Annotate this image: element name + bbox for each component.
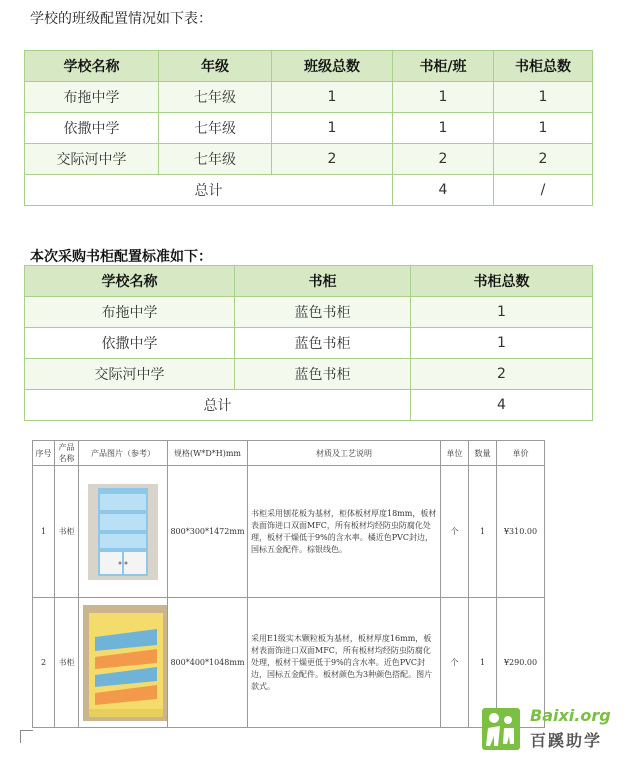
table-row: [25, 328, 593, 359]
cell-school: 布拖中学: [25, 82, 159, 113]
col-header-material: 材质及工艺说明: [248, 441, 441, 466]
total-row: [25, 390, 593, 421]
cell-price: ¥310.00: [497, 466, 545, 598]
col-header-school: 学校名称: [25, 266, 235, 297]
col-header-spec: 规格(W*D*H)mm: [168, 441, 248, 466]
cell-unit: 个: [441, 466, 469, 598]
cell-unit: 个: [441, 598, 469, 728]
table-row: [33, 598, 545, 728]
cell-cabinets: 1: [411, 297, 593, 328]
table-row: [25, 82, 593, 113]
cell-school: 依撒中学: [25, 113, 159, 144]
blue-bookcase-photo: [88, 484, 158, 580]
cell-classes: 1: [272, 82, 393, 113]
cabinet-standard-table: [24, 265, 593, 421]
cell-cabinet: 蓝色书柜: [235, 297, 411, 328]
cell-name: 书柜: [55, 466, 79, 598]
total-label: 总计: [25, 175, 393, 206]
col-header-school: 学校名称: [25, 51, 159, 82]
class-config-table: [24, 50, 593, 206]
cell-classes: 1: [272, 113, 393, 144]
colorful-bookshelf-photo: [83, 605, 168, 721]
page-corner-mark: [20, 730, 33, 743]
cell-school: 交际河中学: [25, 359, 235, 390]
table-header-row: [25, 51, 593, 82]
cell-material: 书柜采用刨花板为基材，柜体板材厚度18mm，板材表面饰进口双面MFC，所有板材均经防虫防腐化处理，板材干燥低于9%的含水率。橘近色PVC封边，国标五金配件。棕银线色。: [248, 466, 441, 598]
table-row: [25, 113, 593, 144]
col-header-name: 产品名称: [55, 441, 79, 466]
cell-per-class: 2: [393, 144, 494, 175]
cell-qty: 1: [469, 466, 497, 598]
children-logo-icon: [482, 708, 520, 750]
table-row: [33, 466, 545, 598]
col-header-cabinets: 书柜总数: [494, 51, 593, 82]
product-spec-table: [32, 440, 545, 728]
cell-per-class: 1: [393, 82, 494, 113]
cell-image: [79, 466, 168, 598]
table-row: [25, 359, 593, 390]
cell-school: 布拖中学: [25, 297, 235, 328]
logo-text-en: Baixi.org: [530, 706, 611, 725]
cell-spec: 800*300*1472mm: [168, 466, 248, 598]
total-cabinets: 4: [411, 390, 593, 421]
cell-grade: 七年级: [159, 144, 272, 175]
col-header-no: 序号: [33, 441, 55, 466]
cell-school: 交际河中学: [25, 144, 159, 175]
cell-no: 2: [33, 598, 55, 728]
col-header-cabinet: 书柜: [235, 266, 411, 297]
cell-per-class: 1: [393, 113, 494, 144]
cell-qty: 1: [469, 598, 497, 728]
cell-grade: 七年级: [159, 82, 272, 113]
col-header-cabinets: 书柜总数: [411, 266, 593, 297]
cell-cabinets: 2: [494, 144, 593, 175]
cell-grade: 七年级: [159, 113, 272, 144]
cell-school: 依撒中学: [25, 328, 235, 359]
table-row: [25, 297, 593, 328]
cell-cabinets: 1: [411, 328, 593, 359]
col-header-price: 单价: [497, 441, 545, 466]
cell-classes: 2: [272, 144, 393, 175]
col-header-qty: 数量: [469, 441, 497, 466]
cell-price: ¥290.00: [497, 598, 545, 728]
col-header-per-class: 书柜/班: [393, 51, 494, 82]
cell-cabinets: 1: [494, 82, 593, 113]
cell-material: 采用E1级实木颗粒板为基材，板材厚度16mm，板材表面饰进口双面MFC，所有板材均经防虫防腐化处理，板材干燥更低于9%的含水率。近色PVC封边，国标五金配件。板材颜色为3种颜色搭配。图片款式。: [248, 598, 441, 728]
intro-text-standard: 本次采购书柜配置标准如下：: [30, 249, 212, 265]
col-header-classes: 班级总数: [272, 51, 393, 82]
cell-cabinet: 蓝色书柜: [235, 328, 411, 359]
cell-spec: 800*400*1048mm: [168, 598, 248, 728]
table-header-row: [33, 441, 545, 466]
table-header-row: [25, 266, 593, 297]
logo-text-cn: 百蹊助学: [530, 731, 603, 750]
cell-image: [79, 598, 168, 728]
total-classes: 4: [393, 175, 494, 206]
col-header-grade: 年级: [159, 51, 272, 82]
cell-no: 1: [33, 466, 55, 598]
intro-text-classes: 学校的班级配置情况如下表：: [30, 11, 212, 27]
total-label: 总计: [25, 390, 411, 421]
total-per-class: /: [494, 175, 593, 206]
cell-cabinets: 1: [494, 113, 593, 144]
cell-name: 书柜: [55, 598, 79, 728]
table-row: [25, 144, 593, 175]
col-header-unit: 单位: [441, 441, 469, 466]
col-header-image: 产品图片（参考）: [79, 441, 168, 466]
cell-cabinet: 蓝色书柜: [235, 359, 411, 390]
cell-cabinets: 2: [411, 359, 593, 390]
baixi-logo: [478, 704, 618, 754]
total-row: [25, 175, 593, 206]
